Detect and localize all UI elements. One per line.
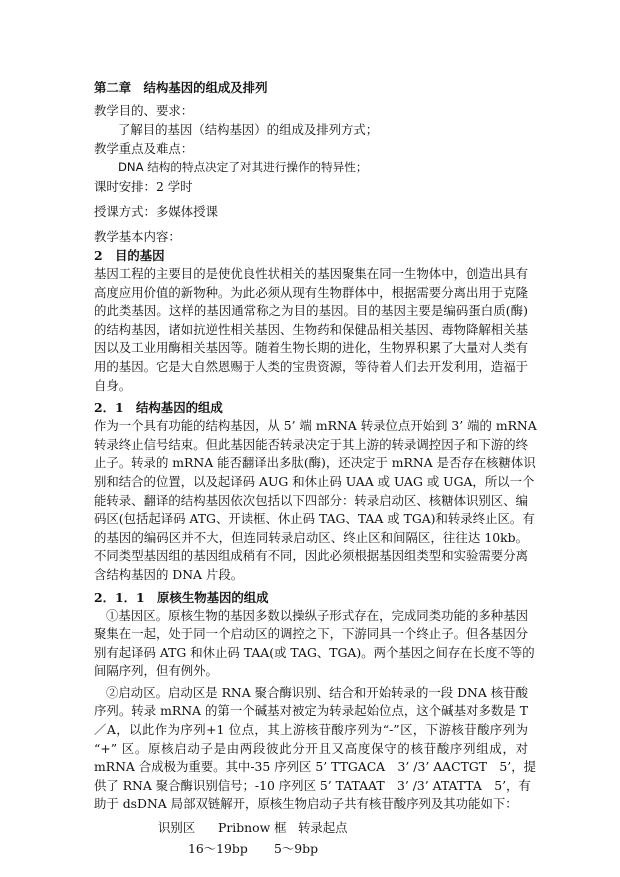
text-line: ②启动区。启动区是 RNA 聚合酶识别、结合和开始转录的一段 DNA 核苷酸 bbox=[106, 684, 528, 700]
text-line: 间隔序列，但有例外。 bbox=[94, 663, 218, 679]
content-label: 教学基本内容： bbox=[94, 229, 181, 244]
text-line: “+” 区。原核启动子是由两段彼此分开且又高度保守的核苷酸序列组成，对 bbox=[94, 740, 528, 756]
pribnow-box-header: Pribnow 框 bbox=[218, 820, 287, 836]
text-line: 码区(包括起译码 ATG、开读框、休止码 TAG、TAA 或 TGA)和转录终止区。有 bbox=[94, 511, 535, 527]
goals-text: 了解目的基因（结构基因）的组成及排列方式； bbox=[118, 122, 379, 137]
text-line: 作为一个具有功能的结构基因，从 5’ 端 mRNA 转录位点开始到 3’ 端的 mRNA bbox=[94, 418, 537, 434]
document-page bbox=[94, 78, 537, 858]
text-line: 用的基因。它是大自然恩赐于人类的宝贵资源，等待着人们去开发利用，造福于 bbox=[94, 358, 528, 374]
goals-label: 教学目的、要求： bbox=[94, 103, 194, 118]
text-line: 转录终止信号结束。但此基因能否转录决定于其上游的转录调控因子和下游的终 bbox=[94, 436, 528, 452]
section-2-1-1-heading: 2．1．1 原核生物基因的组成 bbox=[94, 589, 269, 605]
pribnow-box-length: 5～9bp bbox=[274, 841, 319, 857]
section-2-paragraph bbox=[94, 265, 528, 395]
text-line: ／A，以此作为序列+1 位点，其上游核苷酸序列为“-”区，下游核苷酸序列为 bbox=[94, 722, 528, 738]
section-2-1-heading: 2．1 结构基因的组成 bbox=[94, 400, 223, 416]
text-line: 不同类型基因组的基因组成稍有不同，因此必须根据基因组类型和实验需要分离 bbox=[94, 548, 528, 564]
text-line: 自身。 bbox=[94, 377, 132, 393]
focus-label: 教学重点及难点： bbox=[94, 141, 194, 156]
text-line: 能转录、翻译的结构基因依次包括以下四部分：转录启动区、核糖体识别区、编 bbox=[94, 492, 528, 508]
text-line: 助于 dsDNA 局部双链解开，原核生物启动子共有核苷酸序列及其功能如下： bbox=[94, 796, 518, 812]
gene-region-paragraph bbox=[94, 607, 535, 681]
text-line: 的基因的编码区并不大，但连同转录启动区、终止区和间隔区，往往达 10kb。 bbox=[94, 529, 528, 545]
hours: 课时安排：2 学时 bbox=[94, 179, 193, 194]
recognition-region-header: 识别区 bbox=[158, 820, 196, 836]
text-line: ①基因区。原核生物的基因多数以操纵子形式存在，完成同类功能的多种基因 bbox=[106, 607, 528, 623]
text-line: 高度应用价值的新物种。为此必须从现有生物群体中，根据需要分离出用于克隆 bbox=[94, 284, 528, 300]
text-line: 聚集在一起，处于同一个启动区的调控之下，下游同具一个终止子。但各基因分 bbox=[94, 626, 528, 642]
focus-text: DNA 结构的特点决定了对其进行操作的特异性； bbox=[118, 160, 368, 174]
promoter-table-header bbox=[94, 818, 528, 837]
text-line: mRNA 合成极为重要。其中-35 序列区 5’ TTGACA 3’ /3’ AACTGT 5’，提 bbox=[94, 759, 537, 775]
section-2-heading: 2 目的基因 bbox=[94, 248, 165, 263]
method: 授课方式：多媒体授课 bbox=[94, 204, 218, 219]
text-line: 别有起译码 ATG 和休止码 TAA(或 TAG、TGA)。两个基因之间存在长度不等的 bbox=[94, 644, 535, 660]
recognition-region-length: 16～19bp bbox=[188, 841, 248, 857]
promoter-paragraph bbox=[94, 684, 537, 814]
text-line: 的此类基因。这样的基因通常称之为目的基因。目的基因主要是编码蛋白质(酶) bbox=[94, 303, 528, 319]
text-line: 基因工程的主要目的是使优良性状相关的基因聚集在同一生物体中，创造出具有 bbox=[94, 266, 528, 281]
text-line: 止子。转录的 mRNA 能否翻译出多肽(酶)，还决定于 mRNA 是否存在核糖体识 bbox=[94, 455, 536, 471]
promoter-table-values bbox=[94, 839, 528, 858]
text-line: 供了 RNA 聚合酶识别信号；-10 序列区 5’ TATAAT 3’ /3’ ATATTA 5’，有 bbox=[94, 777, 531, 793]
transcription-start-header: 转录起点 bbox=[298, 820, 348, 836]
text-line: 的结构基因，诸如抗逆性相关基因、生物药和保健品相关基因、毒物降解相关基 bbox=[94, 321, 528, 337]
text-line: 因以及工业用酶相关基因等。随着生物长期的进化，生物界积累了大量对人类有 bbox=[94, 340, 528, 356]
text-line: 序列。转录 mRNA 的第一个碱基对被定为转录起始位点，这个碱基对多数是 T bbox=[94, 703, 528, 719]
text-line: 别和结合的位置，以及起译码 AUG 和休止码 UAA 或 UAG 或 UGA，所以一个 bbox=[94, 473, 535, 489]
text-line: 含结构基因的 DNA 片段。 bbox=[94, 566, 244, 582]
section-2-1-paragraph bbox=[94, 417, 537, 584]
chapter-title: 第二章 结构基因的组成及排列 bbox=[94, 80, 268, 95]
